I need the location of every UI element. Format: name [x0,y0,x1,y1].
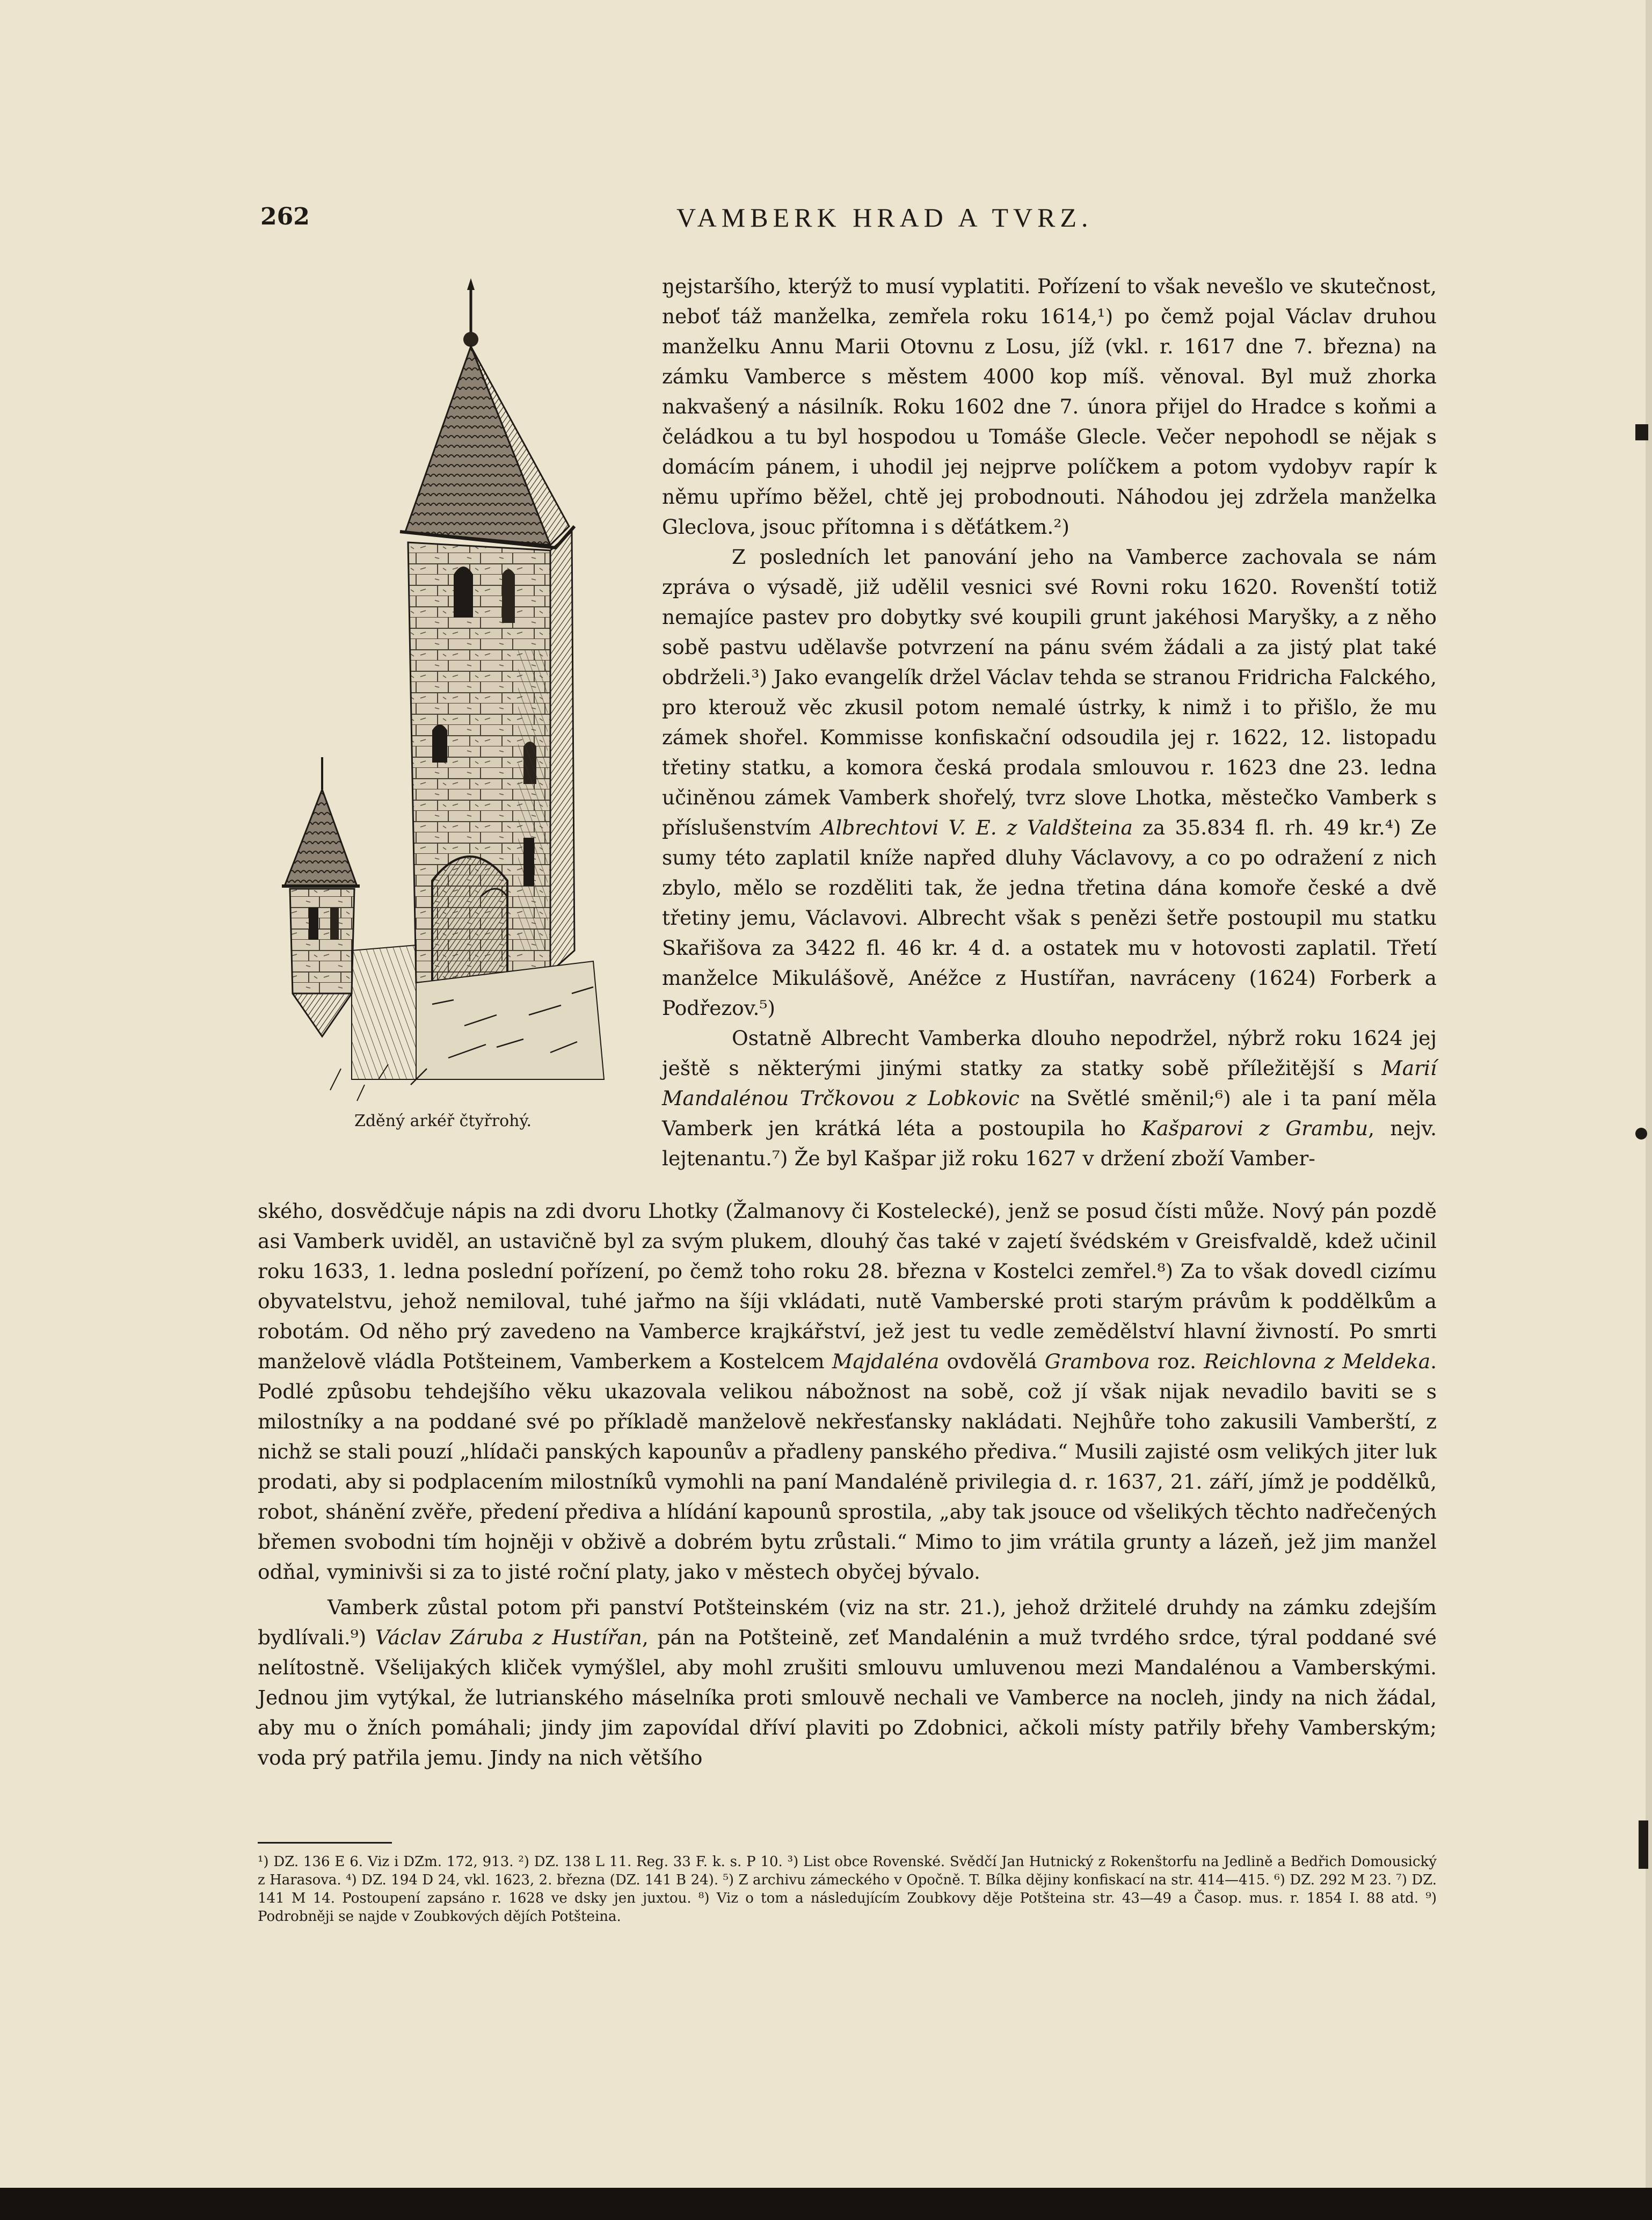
text-run: Vamberk zůstal potom při panství Potšteinském (viz na str. 21.), jehož držitelé druhdy na zámku zdejším bydlívali.⁹) [258,1595,1437,1649]
margin-mark [1635,424,1648,440]
text-column-full [258,1196,1437,1773]
text-run: ského, dosvědčuje nápis na zdi dvoru Lhotky (Žalmanovy či Kostelecké), jenž se posud čísti může. Nový pán pozdě asi Vamberk uviděl, an ustavičně byl za svým plukem, dlouhý čas také v zajetí švédském v Greisfvaldě, kdež učinil roku 1633, 1. ledna poslední pořízení, po čemž toho roku 28. března v Kostelci zemřel.⁸) Za to však dovedl cizímu obyvatelstvu, jehož nemiloval, tuhé jařmo na šíji vkládati, nutě Vamberské proti starým právům k poddělkům a robotám. Od něho prý zavedeno na Vamberce krajkářství, jež jest tu vedle zemědělství hlavní živností. Po smrti manželově vládla Potšteinem, Vamberkem a Kostelcem [258,1199,1437,1373]
footnotes: ¹) DZ. 136 E 6. Viz i DZm. 172, 913. ²) DZ. 138 L 11. Reg. 33 F. k. s. P 10. ³) List obce Rovenské. Svědčí Jan Hutnický z Rokenštorfu na Jedlině a Bedřich Domousický z Harasova. ⁴) DZ. 194 D 24, vkl. 1623, 2. března (DZ. 141 B 24). ⁵) Z archivu zámeckého v Opočně. T. Bílka dějiny konfiskací na str. 414—415. ⁶) DZ. 292 M 23. ⁷) DZ. 141 M 14. Postoupení zapsáno r. 1628 ve dsky jen juxtou. ⁸) Viz o tom a následujícím Zoubkovy děje Potšteina str. 43—49 a Časop. mus. r. 1854 I. 88 atd. ⁹) Podrobněji se najde v Zoubkových dějích Potšteina. [258,1854,1437,1925]
italic-name: Albrechtovi V. E. z Valdšteina [821,816,1133,839]
text-run: za 35.834 fl. rh. 49 kr.⁴) Ze sumy této zaplatil kníže napřed dluhy Václavovy, a co po odražení z nich zbylo, mělo se rozděliti tak, že jedna třetina dána komoře české a dvě třetiny jemu, Václavovi. Albrecht však s penězi šetře postoupil mu statku Skařišova za 3422 fl. 46 kr. 4 d. a ostatek mu v hotovosti zaplatil. Třetí manželce Mikulášově, Anéžce z Hustířan, navráceny (1624) Forberk a Podřezov.⁵) [662,816,1437,1020]
italic-name: Václav Záruba z Hustířan [375,1626,642,1649]
paragraph [258,1196,1437,1587]
text-run: . Podlé způsobu tehdejšího věku ukazovala velikou nábožnost na sobě, což jí však nijak nevadilo baviti se s milostníky a na poddané své po příkladě manželově nekřesťansky nakládati. Nejhůře toho zakusili Vamberští, z nichž se stali pouzí „hlídači panských kapounův a přadleny panského přediva.“ Musili zajisté osm velikých jiter luk prodati, aby si podplacením milostníků vymohli na paní Mandaléně privilegia d. r. 1637, 21. září, jímž je poddělků, robot, shánění zvěře, předení přediva a hlídání kapounů sprostila, „aby tak jsouce od všelikých těchto nadřečených břemen svobodni tím hojněji v obživě a dobrém bytu zrůstali.“ Mimo to jim vrátila grunty a lázeň, jež jim manžel odňal, vyminivši si za to jisté roční platy, jako v městech obyčej bývalo. [258,1350,1437,1584]
text-run: , nejv. lejtenantu.⁷) Že byl Kašpar již roku 1627 v držení zboží Vamber- [662,1116,1437,1170]
paragraph [662,1023,1437,1173]
italic-name: Kašparovi z Grambu [1141,1116,1369,1140]
italic-name: Reichlovna z Meldeka [1204,1350,1431,1373]
figure-caption: Zděný arkéř čtyřrohý. [354,1112,532,1130]
page-edge [0,2188,1652,2220]
text-run: na Světlé směnil;⁶) ale i ta paní měla Vamberk jen krátká léta a postoupila ho [662,1086,1437,1140]
text-run: Ostatně Albrecht Vamberka dlouho nepodržel, nýbrž roku 1624 jej ještě s některými jinými statky za statky sobě příležitější s [662,1026,1437,1080]
text-run: ovdovělá [939,1350,1045,1373]
text-column-right [662,271,1437,1173]
page-number: 262 [260,203,310,230]
margin-mark [1635,1128,1647,1140]
margin-mark [1639,1820,1648,1869]
text-run: Z posledních let panování jeho na Vamberce zachovala se nám zpráva o výsadě, již udělil vesnici své Rovni roku 1620. Rovenští totiž nemajíce pastev pro dobytky své koupili grunt jakéhosi Maryšky, a z něho sobě pastvu udělavše potvrzení na pánu svém žádali a za jistý plat také obdrželi.³) Jako evangelík držel Václav tehda se stranou Fridricha Falckého, pro kterouž věc zkusil potom nemalé ústrky, k nimž i to přišlo, že mu zámek shořel. Kommisse konfiskační odsoudila jej r. 1622, 12. listopadu třetiny statku, a komora česká prodala smlouvou r. 1623 dne 23. ledna učiněnou zámek Vamberk shořelý, tvrz slove Lhotka, městečko Vamberk s příslušenstvím [662,545,1437,839]
text-run: , pán na Potšteině, zeť Mandalénin a muž tvrdého srdce, týral poddané své nelítostně. Všelijakých kliček vymýšlel, aby mohl zrušiti smlouvu umluvenou mezi Mandalénou a Vamberskými. Jednou jim vytýkal, že lutrianského máselníka proti smlouvě nechali ve Vamberce na nocleh, jindy na nich žádal, aby mu o žních pomáhali; jindy jim zapovídal dříví plaviti po Zdobnici, ačkoli místy patřily břehy Vamberským; voda prý patřila jemu. Jindy na nich většího [258,1626,1437,1769]
text-run: ŋejstaršího, kterýž to musí vyplatiti. Pořízení to však nevešlo ve skutečnost, neboť táž manželka, zemřela roku 1614,¹) po čemž pojal Václav druhou manželku Annu Marii Otovnu z Losu, jíž (vkl. r. 1617 dne 7. března) na zámku Vamberce s městem 4000 kop míš. věnoval. Byl muž zhorka nakvašený a násilník. Roku 1602 dne 7. února přijel do Hradce s koňmi a čeládkou a tu byl hospodou u Tomáše Glecle. Večer nepohodl se nějak s domácím pánem, i uhodil jej nejprve políčkem a potom vydobyv rapír k němu upřímo běžel, chtě jej probodnouti. Náhodou jej zdržela manželka Gleclova, jsouc přítomna i s děťátkem.²) [662,274,1437,539]
italic-name: Marií Mandalénou Trčkovou z Lobkovic [662,1056,1437,1110]
page-edge [1646,0,1652,2220]
tower-illustration [271,274,615,1112]
footnote-rule [258,1842,392,1844]
text-run: roz. [1149,1350,1204,1373]
paragraph [662,542,1437,1023]
running-head: VAMBERK HRAD A TVRZ. [676,202,1093,233]
italic-name: Majdaléna [832,1350,940,1373]
paragraph [662,271,1437,542]
italic-name: Grambova [1044,1350,1150,1373]
paragraph [258,1592,1437,1773]
